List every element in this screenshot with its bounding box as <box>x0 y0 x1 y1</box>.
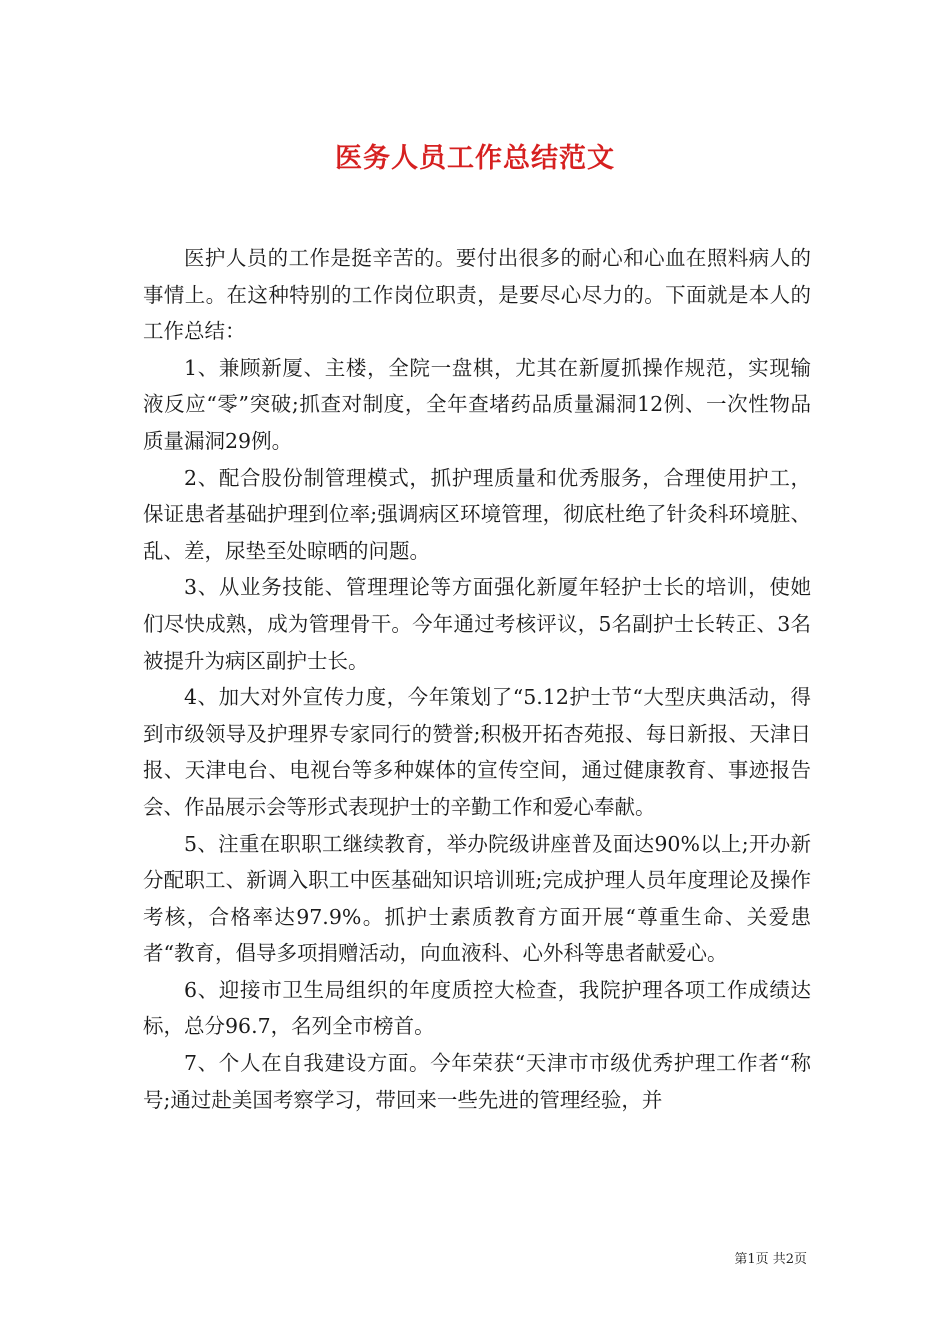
document-title: 医务人员工作总结范文 <box>335 143 615 174</box>
item-paragraph-7: 7、个人在自我建设方面。今年荣获“天津市市级优秀护理工作者“称号;通过赴美国考察学习，带回来一些先进的管理经验，并 <box>143 1051 811 1112</box>
item-paragraph-6: 6、迎接市卫生局组织的年度质控大检查，我院护理各项工作成绩达标，总分96.7，名列全市榜首。 <box>143 977 811 1039</box>
item-paragraph-5: 5、注重在职职工继续教育，举办院级讲座普及面达90%以上;开办新分配职工、新调入职工中医基础知识培训班;完成护理人员年度理论及操作考核，合格率达97.9%。抓护士素质教育方面开展“尊重生命、关爱患者“教育，倡导多项捐赠活动，向血液科、心外科等患者献爱心。 <box>143 831 811 966</box>
item-paragraph-2: 2、配合股份制管理模式，抓护理质量和优秀服务，合理使用护工，保证患者基础护理到位率;强调病区环境管理，彻底杜绝了针灸科环境脏、乱、差，尿垫至处晾晒的问题。 <box>143 465 811 563</box>
page-number: 第1页 共2页 <box>734 1252 807 1267</box>
intro-paragraph: 医护人员的工作是挺辛苦的。要付出很多的耐心和心血在照料病人的事情上。在这种特别的工作岗位职责，是要尽心尽力的。下面就是本人的工作总结： <box>143 246 811 344</box>
item-paragraph-1: 1、兼顾新厦、主楼，全院一盘棋，尤其在新厦抓操作规范，实现输液反应“零”突破;抓查对制度，全年查堵药品质量漏洞12例、一次性物品质量漏洞29例。 <box>143 355 811 453</box>
item-paragraph-4: 4、加大对外宣传力度，今年策划了“5.12护士节“大型庆典活动，得到市级领导及护理界专家同行的赞誉;积极开拓杏苑报、每日新报、天津日报、天津电台、电视台等多种媒体的宣传空间，通过健康教育、事迹报告会、作品展示会等形式表现护士的辛勤工作和爱心奉献。 <box>143 685 811 819</box>
item-paragraph-3: 3、从业务技能、管理理论等方面强化新厦年轻护士长的培训，使她们尽快成熟，成为管理骨干。今年通过考核评议，5名副护士长转正、3名被提升为病区副护士长。 <box>143 575 811 673</box>
document-body <box>143 240 811 1118</box>
